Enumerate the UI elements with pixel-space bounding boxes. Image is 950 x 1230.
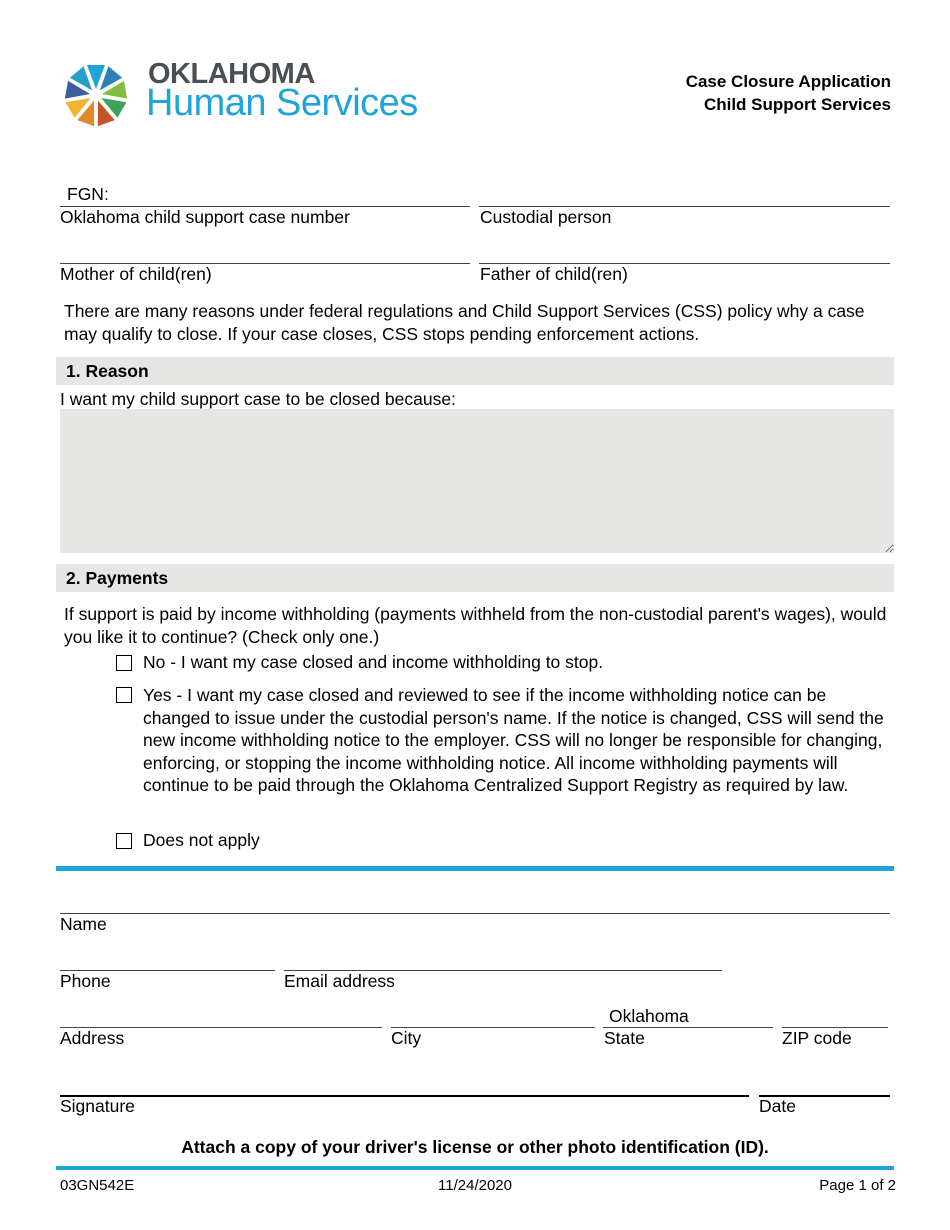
reason-textarea[interactable] xyxy=(60,409,894,553)
state-value: Oklahoma xyxy=(609,1006,689,1026)
signature-label: Signature xyxy=(60,1096,135,1116)
phone-label: Phone xyxy=(60,971,111,991)
intro-paragraph: There are many reasons under federal regulations and Child Support Services (CSS) policy why a case may qualify to close. If your case closes, CSS stops pending enforcement actions. xyxy=(64,301,865,344)
date-label: Date xyxy=(759,1096,796,1116)
payments-heading: 2. Payments xyxy=(66,568,169,588)
payments-section-header xyxy=(56,564,894,592)
email-label: Email address xyxy=(284,971,395,991)
city-field[interactable] xyxy=(391,1027,595,1028)
option-yes-label: Yes - I want my case closed and reviewed to see if the income withholding notice can be changed to issue under the custodial person's name. If the notice is changed, CSS will send the new income withholding notice to the employer. CSS will no longer be responsible for changing, enforcing, or stopping the income withholding notice. All income withholding payments will continue to be paid through the Oklahoma Centralized Support Registry as required by law. xyxy=(143,685,884,795)
mother-label: Mother of child(ren) xyxy=(60,264,212,284)
fgn-label: FGN: xyxy=(67,184,109,204)
revision-date: 11/24/2020 xyxy=(438,1177,512,1194)
address-label: Address xyxy=(60,1028,125,1048)
signature-field[interactable] xyxy=(60,1095,749,1097)
attach-id-note: Attach a copy of your driver's license or other photo identification (ID). xyxy=(181,1137,769,1157)
section-divider xyxy=(56,866,894,871)
option-no-label: No - I want my case closed and income withholding to stop. xyxy=(143,652,604,672)
option-na-label: Does not apply xyxy=(143,830,260,850)
page-number: Page 1 of 2 xyxy=(819,1177,896,1194)
form-title: Case Closure Application xyxy=(685,72,891,91)
custodial-person-label: Custodial person xyxy=(480,207,612,227)
form-code: 03GN542E xyxy=(60,1177,135,1194)
option-no-checkbox[interactable] xyxy=(116,655,132,671)
reason-prompt: I want my child support case to be closed because: xyxy=(60,389,456,409)
option-na-checkbox[interactable] xyxy=(116,833,132,849)
org-name-line2: Human Services xyxy=(146,82,418,124)
division-name: Child Support Services xyxy=(703,95,891,114)
case-number-label: Oklahoma child support case number xyxy=(60,207,350,227)
reason-section-header xyxy=(56,357,894,385)
footer-divider xyxy=(56,1166,894,1170)
option-yes-checkbox[interactable] xyxy=(116,687,132,703)
state-label: State xyxy=(604,1028,645,1048)
father-label: Father of child(ren) xyxy=(480,264,628,284)
agency-logo xyxy=(58,55,138,135)
reason-heading: 1. Reason xyxy=(66,361,149,381)
org-name-line1: OKLAHOMA xyxy=(148,58,315,90)
city-label: City xyxy=(391,1028,422,1048)
star-logo-icon xyxy=(58,55,138,135)
name-label: Name xyxy=(60,914,107,934)
name-field[interactable] xyxy=(60,913,890,914)
payments-question: If support is paid by income withholding (payments withheld from the non-custodial parent's wages), would you like it to continue? (Check only one.) xyxy=(64,604,887,647)
zip-label: ZIP code xyxy=(782,1028,852,1048)
